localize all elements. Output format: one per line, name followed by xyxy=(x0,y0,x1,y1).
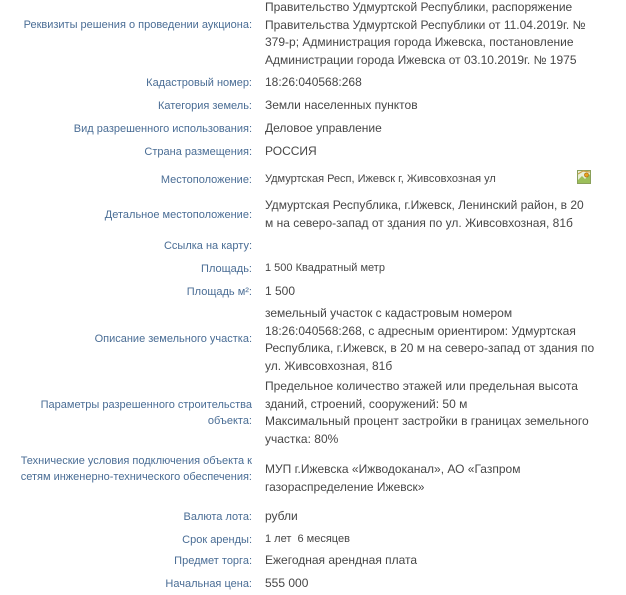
label-technical-conditions: Технические условия подключения объекта к сетям инженерно-технического обеспечения: xyxy=(20,455,252,483)
value-cadastral-number: 18:26:040568:268 xyxy=(265,75,362,89)
value-decision-details: Правительство Удмуртской Республики, распоряжение Правительства Удмуртской Республики от 11.04.2019г. № 379-р; Администрация города Ижевска, постановление Администрации города Ижевска от 03.10.2019г. № 1975 xyxy=(265,0,586,67)
value-currency: рубли xyxy=(265,509,298,523)
label-construction-params: Параметры разрешенного строительства объекта: xyxy=(40,399,252,427)
value-technical-conditions: МУП г.Ижевска «Ижводоканал», АО «Газпром газораспределение Ижевск» xyxy=(265,462,521,494)
value-starting-price: 555 000 xyxy=(265,576,309,590)
label-permitted-use: Вид разрешенного использования: xyxy=(73,123,252,135)
map-icon[interactable] xyxy=(577,170,591,184)
construction-param-floors: Предельное количество этажей или предельная высота зданий, строений, сооружений: 50 м xyxy=(265,379,578,411)
value-permitted-use: Деловое управление xyxy=(265,121,382,135)
label-area: Площадь: xyxy=(201,263,252,275)
value-land-category: Земли населенных пунктов xyxy=(265,98,418,112)
value-area: 1 500 Квадратный метр xyxy=(265,262,385,274)
label-land-category: Категория земель: xyxy=(157,100,252,112)
label-map-link: Ссылка на карту: xyxy=(163,240,252,252)
label-location: Местоположение: xyxy=(160,174,252,186)
value-bidding-subject: Ежегодная арендная плата xyxy=(265,553,418,567)
value-land-description: земельный участок с кадастровым номером 18:26:040568:268, с адресным ориентиром: Удмуртская Республика, г.Ижевск, в 20 м на северо-запад от здания по ул. Живсовхозная, 81б xyxy=(265,306,595,373)
label-starting-price: Начальная цена: xyxy=(165,578,252,590)
label-cadastral-number: Кадастровый номер: xyxy=(146,77,252,89)
value-area-m2: 1 500 xyxy=(265,284,296,298)
label-land-description: Описание земельного участка: xyxy=(94,333,252,345)
label-country: Страна размещения: xyxy=(144,146,252,158)
value-construction-params xyxy=(265,378,595,448)
construction-param-coverage: Максимальный процент застройки в границах земельного участка: 80% xyxy=(265,414,589,446)
label-area-m2: Площадь м²: xyxy=(186,286,252,298)
value-location: Удмуртская Респ, Ижевск г, Живсовхозная ул xyxy=(265,173,496,185)
label-bidding-subject: Предмет торга: xyxy=(174,555,252,567)
value-lease-term: 1 лет 6 месяцев xyxy=(265,533,350,545)
label-currency: Валюта лота: xyxy=(183,511,252,523)
value-detailed-location: Удмуртская Республика, г.Ижевск, Ленинский район, в 20 м на северо-запад от здания по ул. Живсовхозная, 81б xyxy=(265,198,584,230)
value-country: РОССИЯ xyxy=(265,144,317,158)
label-lease-term: Срок аренды: xyxy=(182,534,252,546)
label-detailed-location: Детальное местоположение: xyxy=(104,209,252,221)
label-decision-details: Реквизиты решения о проведении аукциона: xyxy=(23,19,252,31)
